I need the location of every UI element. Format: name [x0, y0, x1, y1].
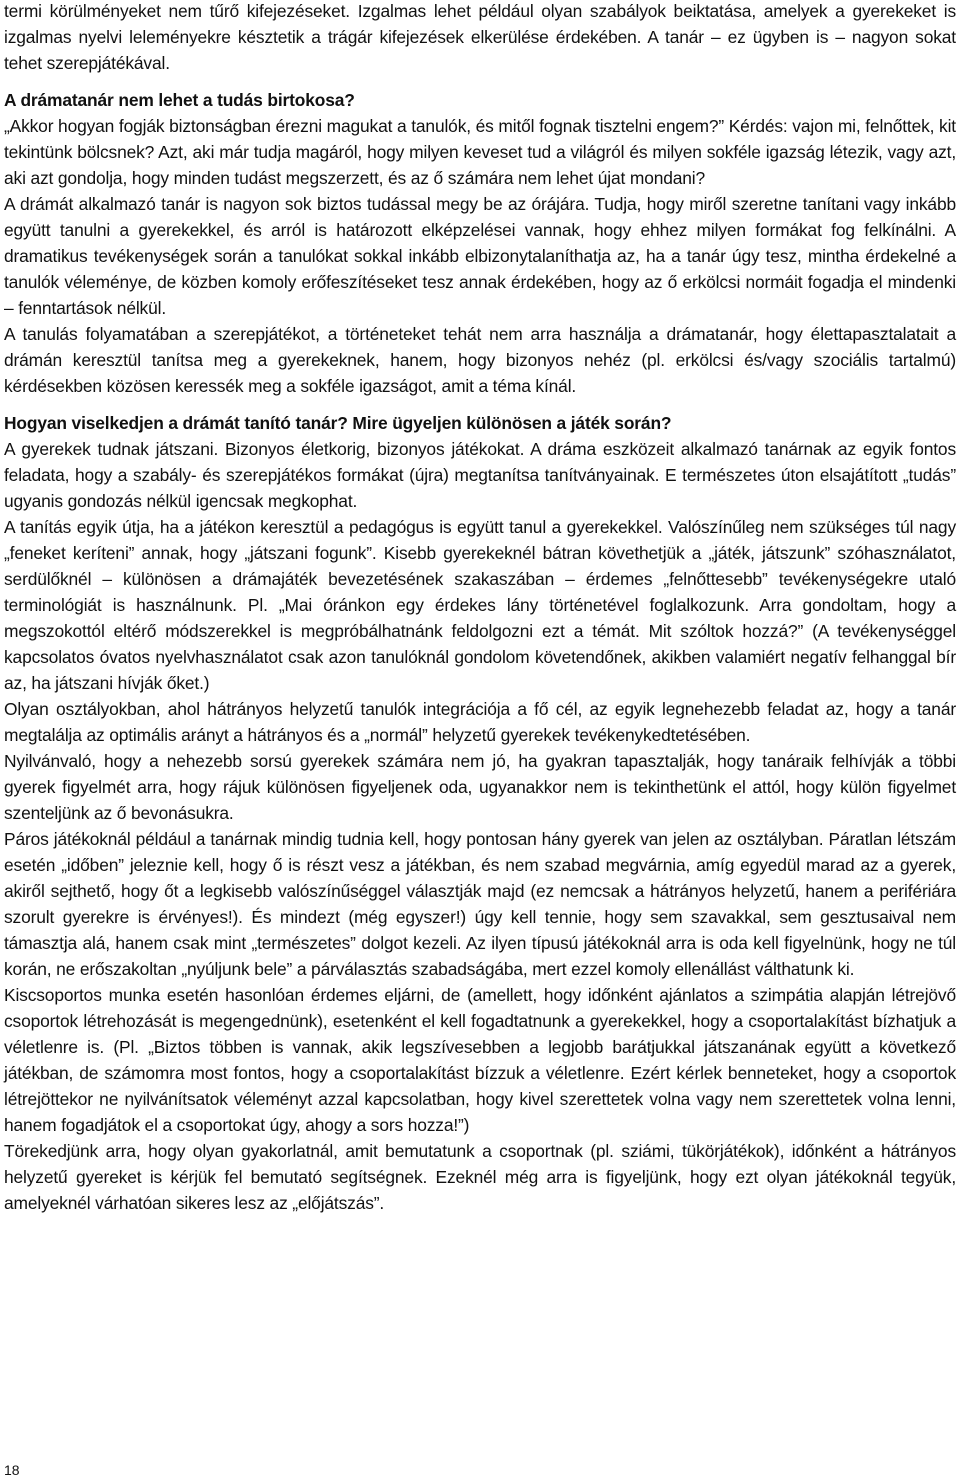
paragraph-disadvantaged-attention: Nyilvánvaló, hogy a nehezebb sorsú gyerekek számára nem jó, ha gyakran tapasztalják, hogy tanáraik felhívják a többi gyerek figyelmét arra, hogy rájuk különösen figyeljenek oda, ugyanakkor nem is tekinthetünk el attól, hogy külön figyelmet szenteljünk az ő bevonásukra. [4, 751, 956, 823]
paragraph-integration: Olyan osztályokban, ahol hátrányos helyzetű tanulók integrációja a fő cél, az egyik legnehezebb feladat az, hogy a tanár megtalálja az optimális arányt a hátrányos és a „normál” helyzetű gyerekek tevékenykedtetésében. [4, 699, 956, 745]
paragraph-small-groups: Kiscsoportos munka esetén hasonlóan érdemes eljárni, de (amellett, hogy időnként ajánlatos a szimpátia alapján létrejövő csoportok létrehozását is megengednünk), esetenként el kell fogadtatnunk a gyerekekkel, hogy a csoportalakítást bízhatjuk a véletlenre is. (Pl. „Biztos többen is vannak, akik legszívesebben a legjobb barátjukkal játszanának együtt a következő játékban, de számomra most fontos, hogy a csoportalakítást bízzuk a véletlenre. Ezért kérlek benneteket, hogy a csoportok létrejöttekor ne nyilvánítsatok véleményt azzal kapcsolatban, hogy kivel szerettetek volna vagy nem szerettetek volna lenni, hanem fogadjátok el a csoportokat úgy, ahogy a sors hozza!”) [4, 985, 956, 1135]
page-number: 18 [4, 1462, 20, 1478]
paragraph-teaching-path: A tanítás egyik útja, ha a játékon keresztül a pedagógus is együtt tanul a gyerekekkel. Valószínűleg nem szükséges túl nagy „feneket keríteni” annak, hogy „játszani fogunk”. Kisebb gyerekeknél bátran követhetjük a „játék, játszunk” szóhasználatot, serdülőknél – különösen a drámajáték bevezetésének szakaszában – érdemes „felnőttesebb” tevékenységekre utaló terminológiát is használnunk. Pl. „Mai óránkon egy érdekes lány történetével foglalkozunk. Arra gondoltam, hogy a megszokottól eltérő módszerekkel is megpróbálhatnánk feldolgozni ezt a témát. Mit szóltok hozzá?” (A tevékenységgel kapcsolatos óvatos nyelvhasználatot csak azon tanulóknál gondolom követendőnek, akikben valamiért negatív felhanggal bír az, ha játszani hívják őket.) [4, 517, 956, 693]
paragraph-pair-games: Páros játékoknál például a tanárnak mindig tudnia kell, hogy pontosan hány gyerek van jelen az osztályban. Páratlan létszám esetén „időben” jeleznie kell, hogy ő is részt vesz a játékban, és nem szabad megvárnia, amíg egyedül marad az a gyerek, akiről sejthető, hogy őt a legkisebb valószínűséggel választják majd (ez nemcsak a hátrányos helyzetű, hanem a perifériára szorult gyerekre is érvényes!). És mindezt (még egyszer!) úgy kell tennie, hogy sem szavakkal, sem gesztusaival nem támasztja alá, hanem csak mint „természetes” dolgot kezeli. Az ilyen típusú játékoknál arra is oda kell figyelnünk, hogy ne túl korán, ne erőszakoltan „nyúljunk bele” a párválasztás szabadságába, mert ezzel komoly ellenállást válthatunk ki. [4, 829, 956, 979]
paragraph-demonstration: Törekedjünk arra, hogy olyan gyakorlatnál, amit bemutatunk a csoportnak (pl. sziámi, tükörjátékok), időnként a hátrányos helyzetű gyereket is kérjük fel bemutató segítségnek. Ezeknél még arra is figyeljünk, hogy ezt olyan játékoknál tegyük, amelyeknél várhatóan sikeres lesz az „előjátszás”. [4, 1141, 956, 1213]
paragraph-drama-teacher-knowledge: A drámát alkalmazó tanár is nagyon sok biztos tudással megy be az órájára. Tudja, hogy miről szeretne tanítani vagy inkább együtt tanulni a gyerekekkel, és arról is határozott elképzelései vannak, hogy ehhez milyen formákat fog felkínálni. A dramatikus tevékenységek során a tanulókat sokkal inkább elbizonytalaníthatja az, ha a tanár úgy tesz, mintha érdekelné a tanulók véleménye, de közben komoly erőfeszítéseket tesz annak érdekében, hogy az ő erkölcsi normáit fogadja el mindenki – fenntartások nélkül. [4, 194, 956, 318]
section-heading-teacher-behavior: Hogyan viselkedjen a drámát tanító tanár? Mire ügyeljen különösen a játék során? [4, 413, 672, 433]
paragraph-intro: termi körülményeket nem tűrő kifejezéseket. Izgalmas lehet például olyan szabályok beiktatása, amelyek a gyerekeket is izgalmas nyelvi leleményekre késztetik a trágár kifejezések elkerülése érdekében. A tanár – ez ügyben is – nagyon sokat tehet szerepjátékával. [4, 1, 956, 73]
paragraph-spacer [4, 76, 956, 87]
paragraph-children-play: A gyerekek tudnak játszani. Bizonyos életkorig, bizonyos játékokat. A dráma eszközeit alkalmazó tanárnak az egyik fontos feladata, hogy a szabály- és szerepjátékos formákat (újra) megtanítsa tanítványainak. E természetes úton elsajátított „tudás” ugyanis gondozás nélkül igencsak megkophat. [4, 439, 956, 511]
paragraph-wisdom-question: „Akkor hogyan fogják biztonságban érezni magukat a tanulók, és mitől fognak tisztelni engem?” Kérdés: vajon mi, felnőttek, kit tekintünk bölcsnek? Azt, aki már tudja magáról, hogy milyen keveset tud a világról és milyen sokféle igazság létezik, vagy azt, aki azt gondolja, hogy minden tudást megszerzett, és az ő számára nem lehet újat mondani? [4, 116, 956, 188]
paragraph-spacer [4, 399, 956, 410]
section-heading-teacher-knowledge: A drámatanár nem lehet a tudás birtokosa? [4, 90, 355, 110]
paragraph-learning-process: A tanulás folyamatában a szerepjátékot, a történeteket tehát nem arra használja a drámatanár, hogy élettapasztalatait a drámán keresztül tanítsa meg a gyerekeknek, hanem, hogy bizonyos nehéz (pl. erkölcsi és/vagy szociális tartalmú) kérdésekben közösen keressék meg a sokféle igazságot, amit a téma kínál. [4, 324, 956, 396]
